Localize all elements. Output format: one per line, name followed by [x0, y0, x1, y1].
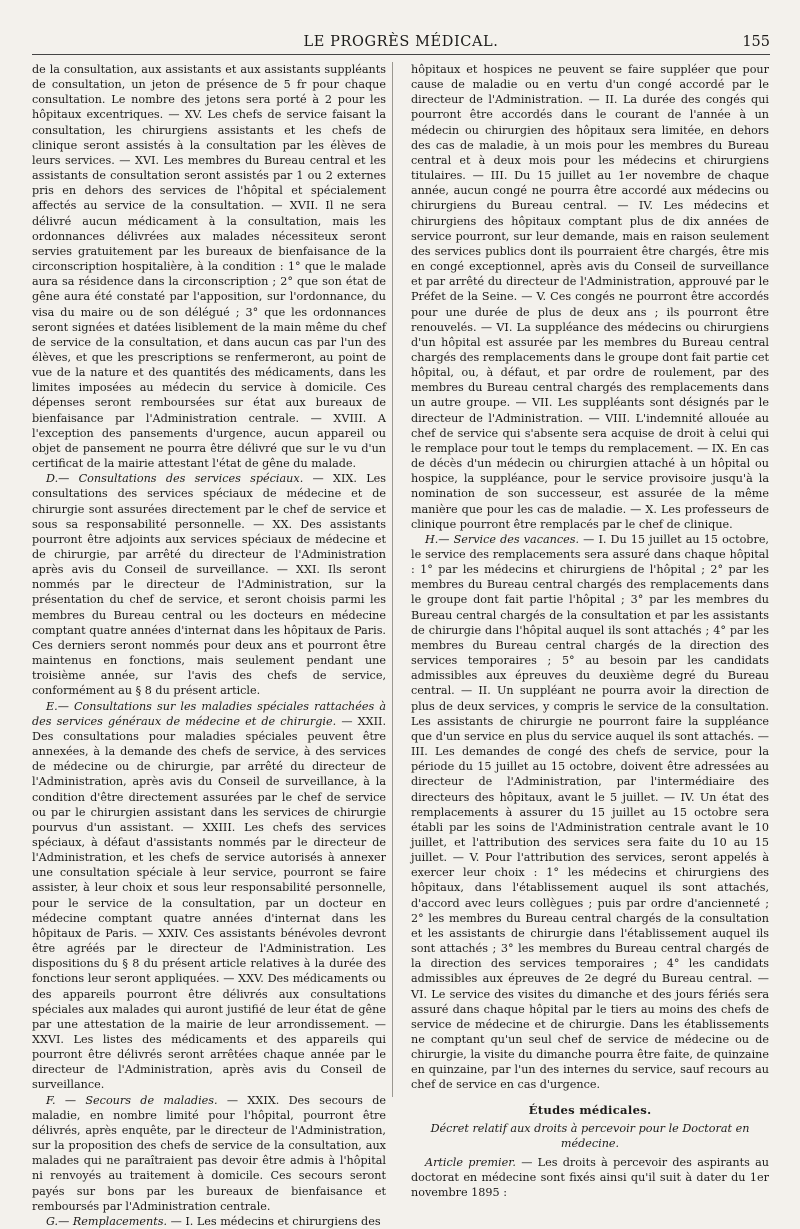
paragraph-secours	[32, 1093, 386, 1214]
section-text-e: — XXII. Des consultations pour maladies spéciales peuvent être annexées, à la demande des chefs de service, à des services de médecine ou de chirurgie, par arrêté du directeur de l'Administration, après avis du Conseil de surveillance, à la condition d'être directement assurées par le chef de service ou par le chirurgien assistant dans les services de chirurgie pourvus d'un assistant. — XXIII. Les chefs des services spéciaux, à défaut d'assistants nommés par le directeur de l'Administration, et les chefs de service autorisés à annexer une consultation spéciale à leur service, pourront se faire assister, à leur choix et sous leur responsabilité personnelle, pour le service de la consultation, par un docteur en médecine comptant quatre années d'internat dans les hôpitaux de Paris. — XXIV. Ces assistants bénévoles devront être agréés par le directeur de l'Administration. Les dispositions du § 8 du présent article relatives à la durée des fonctions leur seront appliquées. — XXV. Des médicaments ou des appareils pourront être délivrés aux consultations spéciales aux malades qui auront justifié de leur état de gêne par une attestation de la mairie de leur arrondissement. — XXVI. Les listes des médicaments et des appareils qui pourront être délivrés seront arrêtées chaque année par le directeur de l'Administration, après avis du Conseil de surveillance.	[32, 714, 386, 1092]
section-heading-h: H.— Service des vacances.	[425, 532, 580, 546]
decree-title: Décret relatif aux droits à percevoir pour le Doctorat en médecine.	[430, 1121, 750, 1150]
paragraph-conges: hôpitaux et hospices ne peuvent se faire suppléer que pour cause de maladie ou en vertu d'un congé accordé par le directeur de l'Administration. — II. La durée des congés qui pourront être accordés dans le courant de l'année à un médecin ou chirurgien des hôpitaux sera limitée, en dehors des cas de maladie, à un mois pour les membres du Bureau central et à deux mois pour les médecins et chirurgiens titulaires. — III. Du 15 juillet au 1er novembre de chaque année, aucun congé ne pourra être accordé aux médecins ou chirurgiens du Bureau central. — IV. Les médecins et chirurgiens des hôpitaux comptant plus de dix années de service pourront, sur leur demande, mais en raison seulement des services publics dont ils pourraient être chargés, être mis en congé exceptionnel, après avis du Conseil de surveillance et par arrêté du directeur de l'Administration, approuvé par le Préfet de la Seine. — V. Ces congés ne pourront être accordés pour une durée de plus de deux ans ; ils pourront être renouvelés. — VI. La suppléance des médecins ou chirurgiens d'un hôpital est assurée par les membres du Bureau central chargés des remplacements dans le groupe dont fait partie cet hôpital, ou, à défaut, et par ordre de roulement, par des membres du Bureau central chargés des remplacements dans un autre groupe. — VII. Les suppléants sont désignés par le directeur de l'Administration. — VIII. L'indemnité allouée au chef de service qui s'absente sera acquise de droit à celui qui le remplace pour tout le temps du remplacement. — IX. En cas de décès d'un médecin ou chirurgien attaché à un hôpital ou hospice, la suppléance, pour le service provisoire jusqu'à la nomination de son successeur, est assurée de la même manière que pour les cas de maladie. — X. Les professeurs de clinique pourront être remplacés par le chef de clinique.	[411, 63, 769, 531]
page-header	[32, 32, 770, 55]
section-heading-g: G.— Remplacements.	[46, 1214, 168, 1228]
journal-title: LE PROGRÈS MÉDICAL.	[303, 34, 499, 50]
column-divider	[392, 62, 393, 1097]
paragraph-services-speciaux	[32, 471, 386, 698]
paragraph-consultation: de la consultation, aux assistants et aux assistants suppléants de consultation, un jeton de présence de 5 fr pour chaque consultation. Le nombre des jetons sera porté à 2 pour les hôpitaux excentriques. — XV. Les chefs de service faisant la consultation, les chirurgiens assistants et les chefs de clinique seront assistés à la consultation par les élèves de leurs services. — XVI. Les membres du Bureau central et les assistants de consultation seront assistés par 1 ou 2 externes pris en dehors des services de l'hôpital et spécialement affectés au service de la consultation. — XVII. Il ne sera délivré aucun médicament à la consultation, mais les ordonnances délivrées aux malades nécessiteux seront servies gratuitement par les bureaux de bienfaisance de la circonscription hospitalière, à la condition : 1° que le malade aura sa résidence dans la circonscription ; 2° que son état de gêne aura été constaté par l'apposition, sur l'ordonnance, du visa du maire ou de son délégué ; 3° que les ordonnances seront signées et datées lisiblement de la main même du chef de service de la consultation, et dans aucun cas par l'un des élèves, et que les prescriptions se renfermeront, au point de vue de la nature et des quantités des médicaments, dans les limites imposées au médecin du service à domicile. Ces dépenses seront remboursées sur état aux bureaux de bienfaisance par l'Administration centrale. — XVIII. A l'exception des pansements d'urgence, aucun appareil ou objet de pansement ne pourra être délivré que sur le vu d'un certificat de la mairie attestant l'état de gêne du malade.	[32, 63, 386, 471]
section-title-etudes: Études médicales.	[528, 1102, 652, 1117]
article-text: — Les droits à percevoir des aspirants au doctorat en médecine sont fixés ainsi qu'il suit à dater du 1er novembre 1895 :	[411, 1156, 770, 1200]
section-heading-e: E.— Consultations sur les maladies spéciales rattachées à des services généraux de médecine et de chirurgie.	[32, 699, 386, 728]
article-heading: Article premier.	[425, 1156, 516, 1170]
section-text-h: — I. Du 15 juillet au 15 octobre, le service des remplacements sera assuré dans chaque hôpital : 1° par les médecins et chirurgiens de l'hôpital ; 2° par les membres du Bureau central chargés des remplacements dans le groupe dont fait partie l'hôpital ; 3° par les membres du Bureau central chargés de la consultation et par les assistants de chirurgie dans l'hôpital auquel ils sont attachés ; 4° par les membres du Bureau central chargés de la direction des services temporaires ; 5° au besoin par les candidats admissibles aux épreuves du deuxième degré du Bureau central. — II. Un suppléant ne pourra avoir la direction de plus de deux services, y compris le service de la consultation. Les assistants de chirurgie ne pourront faire la suppléance que d'un service en plus du service auquel ils sont attachés. — III. Les demandes de congé des chefs de service, pour la période du 15 juillet au 15 octobre, doivent être adressées au directeur de l'Administration, par l'intermédiaire des directeurs des hôpitaux, avant le 5 juillet. — IV. Un état des remplacements à assurer du 15 juillet au 15 octobre sera établi par les soins de l'Administration centrale avant le 10 juillet, et l'attribution des services sera faite du 10 au 15 juillet. — V. Pour l'attribution des services, seront appelés à exercer leur choix : 1° les médecins et chirurgiens des hôpitaux, dans l'établissement auquel ils sont attachés, d'accord avec leurs collègues ; puis par ordre d'ancienneté ; 2° les membres du Bureau central chargés de la consultation et les assistants de chirurgie dans l'établissement auquel ils sont attachés ; 3° les membres du Bureau central chargés de la direction des services temporaires ; 4° les candidats admissibles aux épreuves de 2e degré du Bureau central. — VI. Le service des visites du dimanche et des jours fériés sera assuré dans chaque hôpital par le tiers au moins des chefs de service de médecine et de chirurgie. Dans les établissements ne comptant qu'un seul chef de service de médecine ou de chirurgie, la visite du dimanche pourra être faite, de quinzaine en quinzaine, par l'un des internes du service, sauf recours au chef de service en cas d'urgence.	[411, 532, 769, 1092]
section-heading-f: F. — Secours de maladies.	[46, 1093, 218, 1107]
section-heading-d: D.— Consultations des services spéciaux.	[46, 472, 304, 486]
section-text-d: — XIX. Les consultations des services spéciaux de médecine et de chirurgie sont assurées directement par le chef de service et sous sa responsabilité personnelle. — XX. Des assistants pourront être adjoints aux services spéciaux de médecine et de chirurgie, par arrêté du directeur de l'Administration après avis du Conseil de surveillance. — XXI. Ils seront nommés par le directeur de l'Administration, sur la présentation du chef de service, et seront choisis parmi les membres du Bureau central ou les docteurs en médecine comptant quatre années d'internat dans les hôpitaux de Paris. Ces derniers seront nommés pour deux ans et pourront être maintenus en fonctions, mais seulement pendant une troisième année, sur l'avis des chefs de service, conformément au § 8 du présent article.	[32, 472, 386, 698]
left-column	[32, 62, 386, 1228]
section-text-f: — XXIX. Des secours de maladie, en nombre limité pour l'hôpital, pourront être délivrés, après enquête, par le directeur de l'Administration, sur la proposition des chefs de service de la consultation, aux malades qui ne paraîtraient pas devoir être admis à l'hôpital ni renvoyés au traitement à domicile. Ces secours seront payés sur bons par les bureaux de bienfaisance et remboursés par l'Administration centrale.	[32, 1093, 386, 1213]
paragraph-vacances	[411, 532, 769, 1093]
section-text-g: — I. Les médecins et chirurgiens des	[167, 1214, 381, 1228]
right-column	[411, 62, 770, 1200]
paragraph-remplacements	[32, 1214, 386, 1229]
paragraph-article	[411, 1155, 769, 1200]
paragraph-maladies-speciales	[32, 699, 386, 1093]
page-number: 155	[742, 34, 770, 50]
